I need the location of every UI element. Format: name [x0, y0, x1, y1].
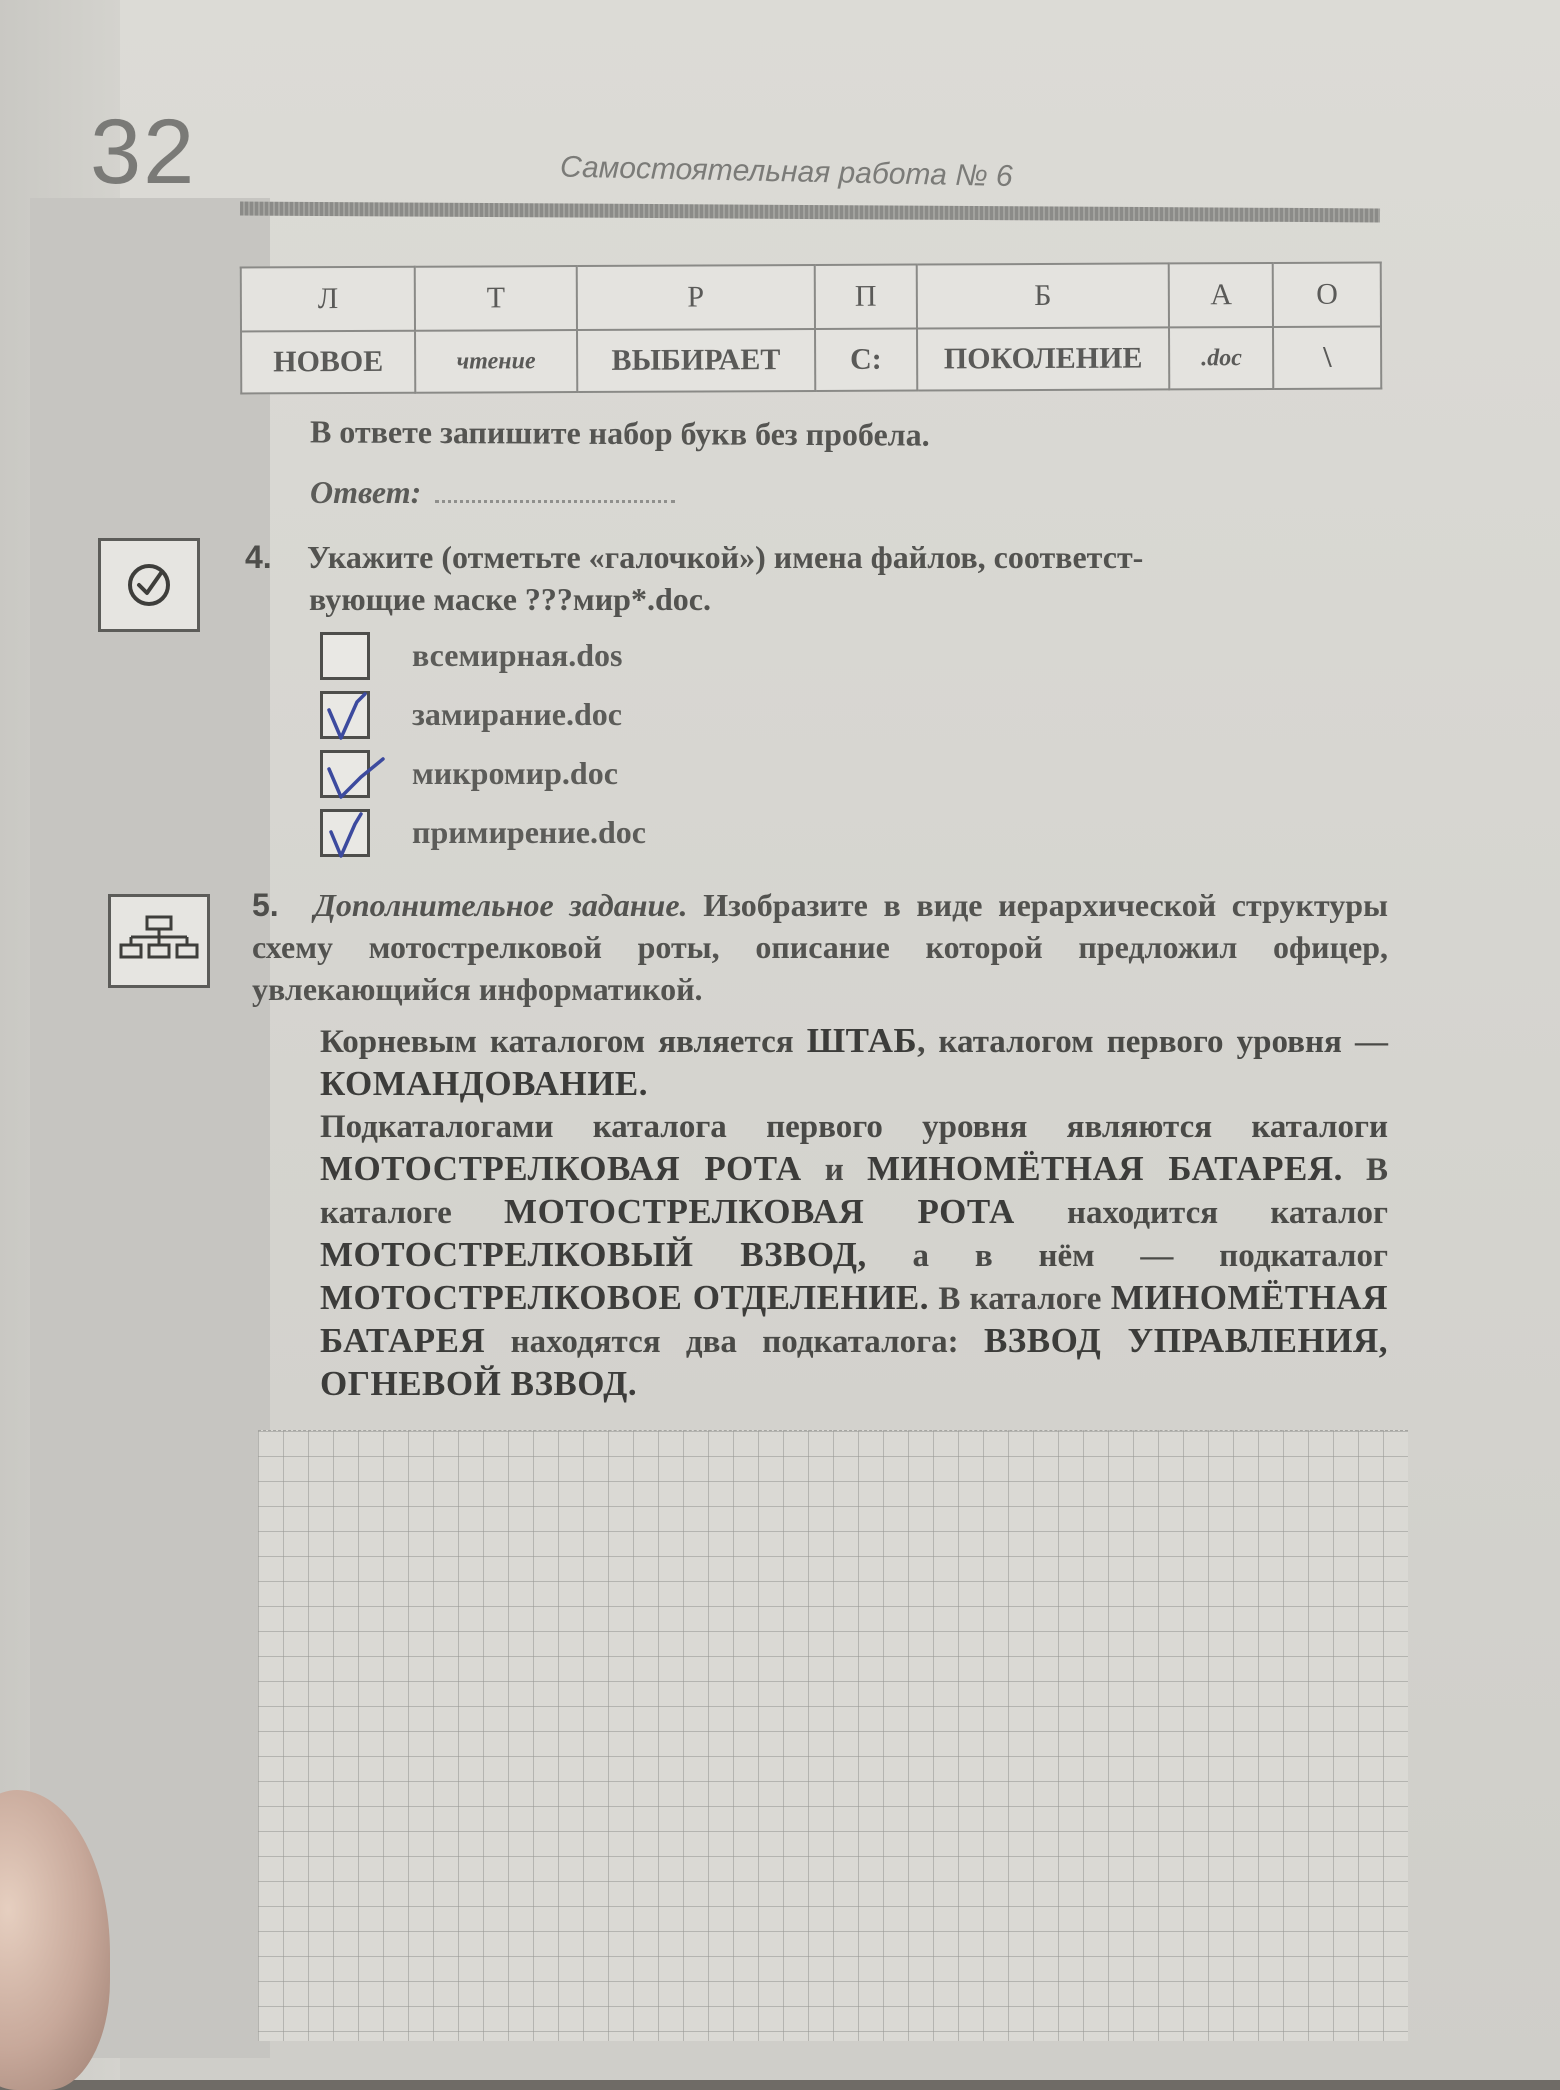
- task-prompt-line2: вующие маске ???мир*.doc.: [309, 581, 711, 617]
- directory-name: МОТОСТРЕЛКОВОЕ ОТДЕЛЕНИЕ.: [320, 1278, 930, 1317]
- answer-grid[interactable]: [258, 1430, 1408, 2041]
- table-cell: ВЫБИРАЕТ: [577, 329, 815, 392]
- title-divider: [240, 202, 1380, 223]
- directory-name: МОТОСТРЕЛКОВАЯ РОТА: [320, 1149, 802, 1188]
- task-lead-in: Дополнительное задание.: [314, 887, 688, 923]
- table-cell: .doc: [1169, 327, 1273, 389]
- desc-text: Подкаталогами каталога первого уровня являются каталоги: [320, 1109, 1388, 1145]
- desc-text: находится каталог: [1067, 1195, 1388, 1231]
- task-4-options: [320, 626, 646, 862]
- table-cell: П: [815, 265, 917, 329]
- table-cell: Б: [917, 263, 1170, 328]
- desc-text: находятся два подкаталога:: [510, 1324, 959, 1360]
- option-label: всемирная.dos: [412, 637, 623, 673]
- page-number: 32: [90, 101, 197, 203]
- task-4: [245, 536, 1385, 620]
- task-number: 4.: [245, 539, 272, 575]
- desc-text: , каталогом первого уровня —: [917, 1024, 1388, 1060]
- answer-blank[interactable]: [435, 474, 675, 503]
- option-item[interactable]: [320, 685, 646, 744]
- task-5-description: [320, 1020, 1388, 1406]
- option-label: микромир.doc: [412, 755, 618, 791]
- margin-band: [30, 198, 270, 2058]
- section-title: Самостоятельная работа № 6: [559, 150, 1014, 194]
- desc-text: а в нём — подкаталог: [912, 1238, 1389, 1274]
- hierarchy-tree-icon: [108, 894, 210, 988]
- option-label: замирание.doc: [412, 696, 622, 732]
- task-number: 5.: [252, 887, 279, 923]
- checkbox-checked[interactable]: [320, 809, 370, 857]
- answer-field[interactable]: [310, 474, 675, 511]
- task-prompt: Изобразите в виде иерархической структуры схему мотострелковой роты, описание которой предложил офицер, увлекающийся информатикой.: [252, 887, 1389, 1007]
- checkbox-checked[interactable]: [320, 750, 370, 798]
- directory-name: ВЗВОД УПРАВЛЕНИЯ, ОГНЕВОЙ ВЗВОД.: [320, 1321, 1388, 1403]
- directory-name: МОТОСТРЕЛКОВЫЙ ВЗВОД,: [320, 1235, 867, 1274]
- table-cell: С:: [815, 329, 917, 391]
- table-cell: НОВОЕ: [241, 331, 415, 394]
- task-prompt-line1: Укажите (отметьте «галочкой») имена файлов, соответст-: [307, 539, 1144, 575]
- table-cell: Т: [415, 266, 577, 331]
- checkbox-checked[interactable]: [320, 691, 370, 739]
- table-cell: \: [1273, 327, 1381, 389]
- table-cell: Р: [577, 265, 815, 330]
- directory-name: МОТОСТРЕЛКОВАЯ РОТА: [504, 1192, 1015, 1231]
- option-item[interactable]: [320, 744, 646, 803]
- description-paragraph: [320, 1020, 1388, 1106]
- table-cell: А: [1169, 263, 1273, 327]
- desc-text: В каталоге: [320, 1152, 1388, 1231]
- table-cell: Л: [241, 267, 415, 332]
- desc-text: и: [824, 1152, 844, 1188]
- answer-table: [240, 262, 1383, 395]
- description-paragraph: [320, 1106, 1388, 1406]
- directory-name: МИНОМЁТНАЯ БАТАРЕЯ: [320, 1278, 1388, 1360]
- option-item[interactable]: [320, 803, 646, 862]
- desc-text: Корневым каталогом является: [320, 1024, 794, 1060]
- desc-text: В каталоге: [938, 1281, 1102, 1317]
- directory-name: КОМАНДОВАНИЕ.: [320, 1064, 649, 1103]
- table-row-letters: [241, 263, 1381, 332]
- directory-name: ШТАБ: [806, 1021, 918, 1060]
- checkbox-empty[interactable]: [320, 632, 370, 680]
- answer-instruction: В ответе запишите набор букв без пробела.: [309, 413, 930, 453]
- directory-name: МИНОМЁТНАЯ БАТАРЕЯ.: [866, 1149, 1343, 1188]
- checkmark-circle-icon: [98, 538, 200, 632]
- table-cell: ПОКОЛЕНИЕ: [917, 327, 1170, 390]
- table-row-words: [241, 327, 1381, 394]
- option-item[interactable]: [320, 626, 646, 685]
- table-cell: О: [1273, 263, 1381, 327]
- table-cell: чтение: [415, 330, 577, 393]
- option-label: примирение.doc: [412, 814, 646, 850]
- answer-label: Ответ:: [310, 474, 422, 510]
- task-5: [252, 884, 1388, 1010]
